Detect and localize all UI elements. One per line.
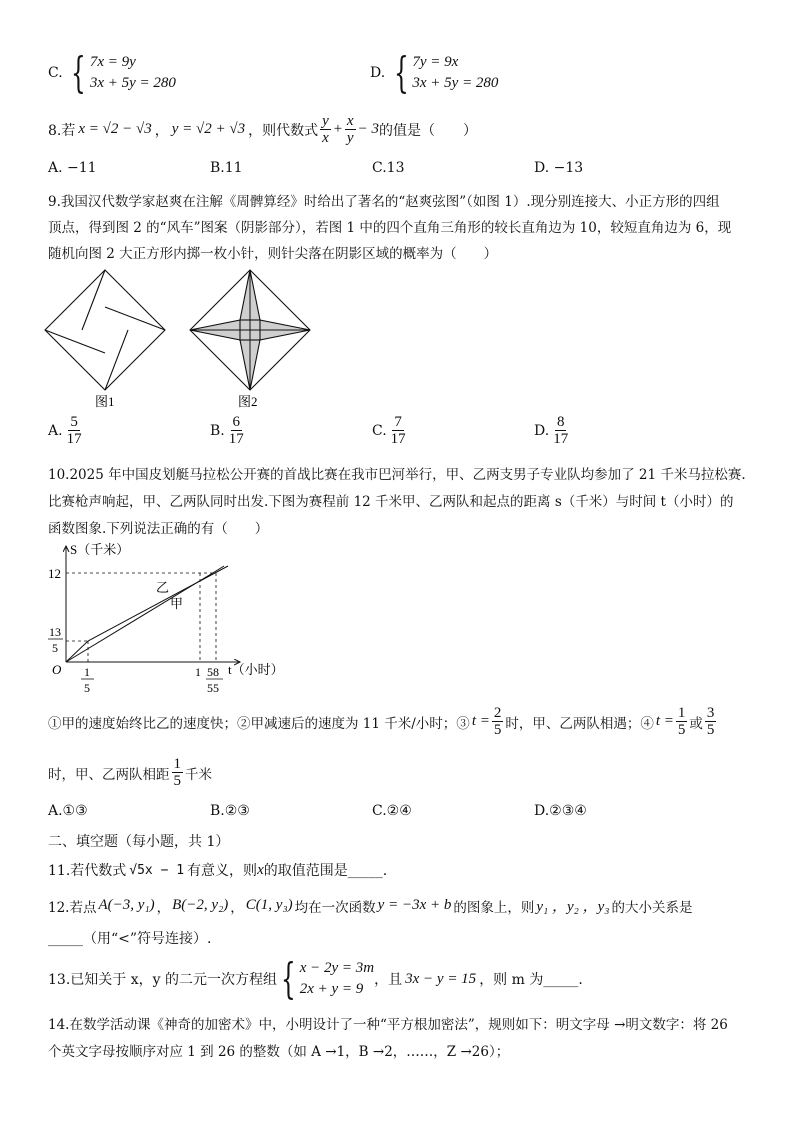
option-label: C. [48,65,63,81]
y-tick-12: 12 [48,566,61,581]
or-text: 或 [689,715,703,732]
option-label: C. [372,422,387,439]
label-jia: 甲 [170,596,184,611]
equation-line: 2x + y = 9 [299,981,364,997]
q12-tail: 的大小关系是 [611,899,693,916]
option-label: B. [210,422,225,439]
condition-equation: 3x − y = 15 [405,970,477,987]
q12-line1: 12.若点 A(−3, y₁) ， B(−2, y₂) ， C(1, y₃) 均在一次函数 y = −3x + b 的图象上，则 y₁ ，y₂ ，y₃ 的大小关系是 [48,897,693,916]
left-brace-icon: { [280,954,296,1003]
q10-option-c: C.②④ [372,803,412,819]
fraction [345,113,356,146]
denominator: 5 [677,722,686,738]
equation-line: 7x = 9y [89,54,136,70]
q8-option-a: A. −11 [48,160,97,176]
q9-option-c [372,414,410,447]
q14-line1: 14.在数学活动课《神奇的加密术》中，小明设计了一种“平方根加密法”，规则如下：明文字母 →明文数字：将 26 [48,1017,728,1033]
equation-system [67,48,176,97]
q13-mid: ，且 [374,972,403,988]
numerator: 3 [706,705,715,721]
label-yi: 乙 [156,580,170,595]
q9-option-d [534,414,572,447]
y-tick-frac-num: 13 [49,625,61,639]
x-tick-58-num: 58 [207,665,219,679]
q12-prefix: 12.若点 [48,899,97,916]
q8-tail: 的值是（ ） [378,122,477,139]
fraction [389,414,408,447]
q10-option-d: D.②③④ [534,803,587,819]
numerator: 5 [70,414,78,430]
fraction [492,705,504,738]
q8-mid-text: ，则代数式 [248,122,319,139]
q10-option-a: A.①③ [48,803,88,819]
x-tick-frac-den: 5 [84,681,90,695]
equation-system [390,48,499,97]
t-equals: t = [655,713,674,729]
t-equals: t = [471,713,490,729]
figure-1-label: 图1 [95,394,115,409]
q8-stem [48,113,477,146]
x-tick-frac-num: 1 [84,665,90,679]
y-expression: y = √2 + √3 [171,121,246,137]
denominator: 17 [228,431,244,447]
q11-tail: 的取值范围是_____. [263,863,388,879]
q13-tail: ，则 m 为_____. [479,972,583,988]
y-axis-label: S（千米） [70,542,130,557]
equation-line: 7y = 9x [412,54,459,70]
point-a: A(−3, y₁) [98,897,155,913]
x-expression: x = √2 − √3 [78,121,152,137]
q14-line2: 个英文字母按顺序对应 1 到 26 的整数（如 A →1，B →2，……，Z →26）； [48,1044,510,1060]
denominator: 17 [390,431,406,447]
denominator: x [322,130,329,146]
q10-line3: 函数图象.下列说法正确的有（ ） [48,521,269,537]
plus-sign: + [332,121,343,137]
option-label: A. [48,422,63,439]
fraction [172,756,184,789]
minus-three: − 3 [357,121,379,137]
numerator: 1 [677,705,686,721]
figure-2-label: 图2 [238,394,258,409]
option-label: D. [370,65,386,81]
x-tick-1: 1 [195,665,201,679]
separator: ， [154,122,169,139]
numerator: 2 [493,705,502,721]
numerator: 8 [556,414,565,430]
q9-option-a [48,414,86,447]
denominator: 5 [706,722,715,738]
denominator: 17 [553,431,569,447]
q13-prefix: 13.已知关于 x，y 的二元一次方程组 [48,972,277,988]
point-b: B(−2, y₂) [172,897,229,913]
option-label: D. [534,422,550,439]
q9-line2: 顶点，得到图 2 的“风车”图案（阴影部分），若图 1 中的四个直角三角形的较长直角边为 10，较短直角边为 6，现 [48,220,732,236]
equation-line: 3x + 5y = 280 [412,75,499,91]
q7-option-c [48,48,176,97]
figure-2 [190,270,310,390]
denominator: 17 [66,431,82,447]
figure-1 [45,270,165,390]
q11-prefix: 11.若代数式 [48,863,127,879]
y-values: y₁ ，y₂ ，y₃ [536,899,610,915]
q11-suffix: 有意义，则 [187,863,258,879]
q8-prefix: 8.若 [48,122,76,139]
point-c: C(1, y₃) [245,897,293,913]
variable-x: x [257,861,264,878]
left-brace-icon: { [393,48,409,97]
q7-option-d [370,48,499,97]
statements-end-a: 时，甲、乙两队相距 [48,766,170,783]
numerator: x [346,113,354,129]
q8-option-b: B.11 [210,160,243,176]
statements-part-a: ①甲的速度始终比乙的速度快；②甲减速后的速度为 11 千米/小时；③ [48,715,470,732]
q9-option-b [210,414,248,447]
numerator: 1 [173,756,181,772]
linear-function: y = −3x + b [377,897,452,913]
q10-graph [40,538,300,698]
q12-mid2: 的图象上，则 [453,899,535,916]
fraction [320,113,331,146]
q13 [48,954,583,1003]
q9-line3: 随机向图 2 大正方形内掷一枚小针，则针尖落在阴影区域的概率为（ ） [48,246,498,262]
origin-label: O [52,662,62,677]
q10-statements [48,705,718,738]
fraction [551,414,570,447]
zhao-shuang-figures [40,265,340,410]
q10-line1: 10.2025 年中国皮划艇马拉松公开赛的首战比赛在我市巴河举行，甲、乙两支男子专业队均参加了 21 千米马拉松赛. [48,467,746,483]
x-tick-58-den: 55 [207,681,219,695]
numerator: 7 [394,414,402,430]
q8-option-c: C.13 [372,160,405,176]
left-brace-icon: { [71,48,86,97]
statements-part-b: 时，甲、乙两队相遇；④ [505,715,654,732]
numerator: 6 [232,414,240,430]
x-axis-label: t（小时） [228,662,284,677]
y-tick-frac-den: 5 [52,641,58,655]
fraction [65,414,84,447]
denominator: y [346,130,354,146]
equation-line: x − 2y = 3m [299,960,375,976]
q11 [48,860,387,880]
denominator: 5 [493,722,502,738]
q8-option-d: D. −13 [534,160,584,176]
q12-line2: _____（用“<”符号连接）. [48,931,212,947]
section-heading: 二、填空题（每小题，共 1） [48,834,230,850]
statements-end-b: 千米 [185,766,212,783]
q10-line2: 比赛枪声响起，甲、乙两队同时出发.下图为赛程前 12 千米甲、乙两队和起点的距离 s（千米）与时间 t（小时）的 [48,494,734,510]
fraction [705,705,717,738]
equation-system [277,954,375,1003]
fraction [227,414,246,447]
fraction [676,705,688,738]
q10-option-b: B.②③ [210,803,250,819]
denominator: 5 [173,773,181,789]
q12-mid: 均在一次函数 [294,899,376,916]
q10-statements-line2 [48,756,212,789]
equation-line: 3x + 5y = 280 [89,75,176,91]
sqrt-expression: √5x − 1 [129,862,185,878]
numerator: y [322,113,329,129]
q9-line1: 9.我国汉代数学家赵爽在注解《周髀算经》时给出了著名的“赵爽弦图”（如图 1）.现分别连接大、小正方形的四组 [48,194,720,210]
